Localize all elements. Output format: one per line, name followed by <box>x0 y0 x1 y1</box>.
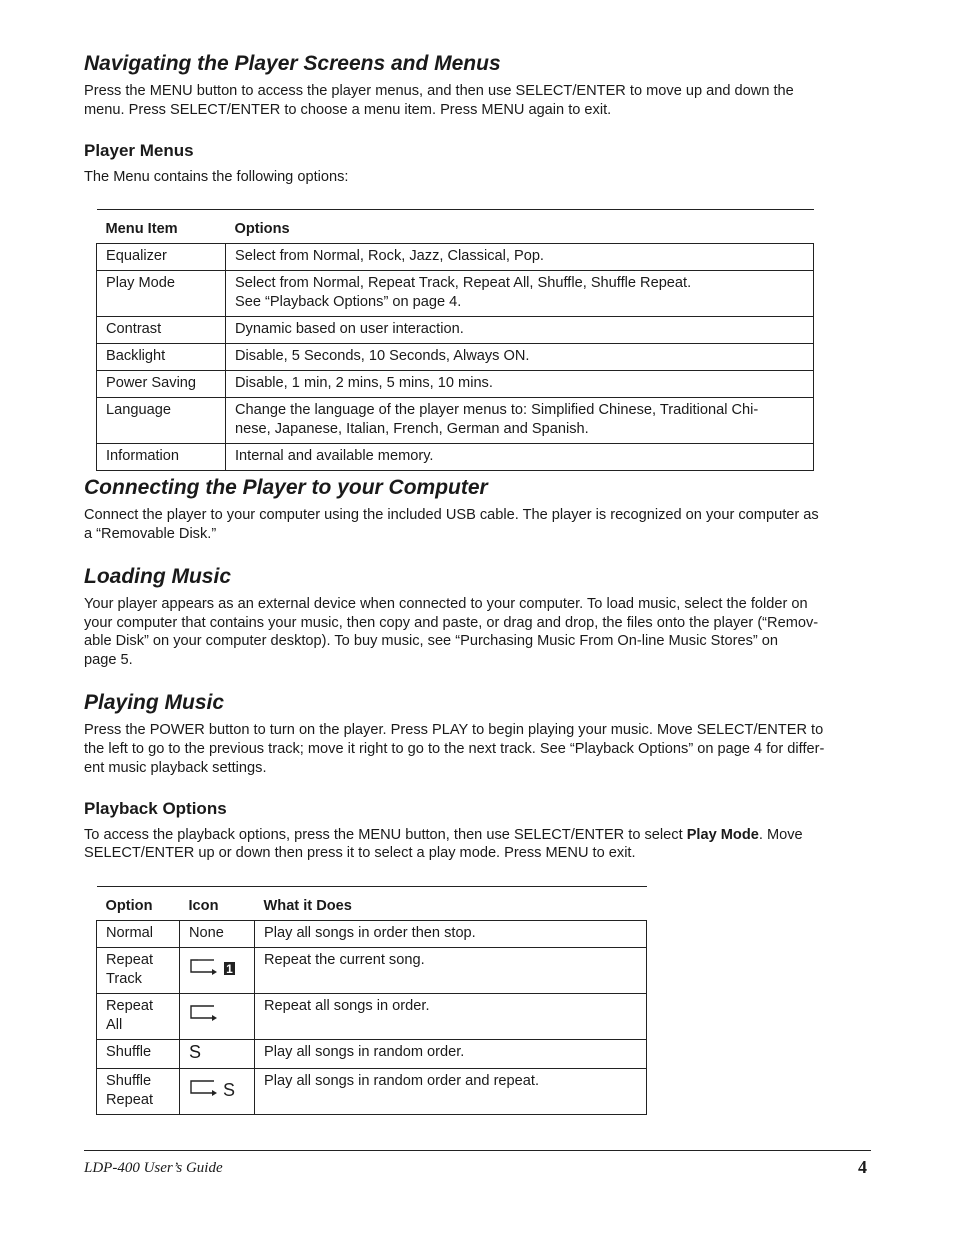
table-row <box>97 1040 647 1069</box>
option-description-cell: Play all songs in order then stop. <box>255 921 647 948</box>
playing-body-line1: Press the POWER button to turn on the player. Press PLAY to begin playing your music. Move SELECT/ENTER to <box>84 722 824 738</box>
table-row <box>97 444 814 471</box>
table-row <box>97 398 814 444</box>
loading-body-line2: your computer that contains your music, then copy and paste, or drag and drop, the files onto the player (“Remov- <box>84 615 819 631</box>
menu-item-cell: Contrast <box>97 317 226 344</box>
playback-options-body-line1: To access the playback options, press the MENU button, then use SELECT/ENTER to select Play Mode. Move <box>84 827 803 843</box>
table-row <box>97 948 647 994</box>
option-description-cell: Repeat all songs in order. <box>255 994 647 1040</box>
shuffle-repeat-icon <box>189 1078 241 1100</box>
menu-options-cell: Internal and available memory. <box>226 444 814 471</box>
loading-body-line1: Your player appears as an external device when connected to your computer. To load music, select the folder on <box>84 596 808 612</box>
option-name-cell: Repeat Track <box>97 948 180 994</box>
table-row <box>97 1069 647 1115</box>
connecting-body-line1: Connect the player to your computer using the included USB cable. The player is recognized on your computer as <box>84 507 819 523</box>
option-name-cell: Shuffle Repeat <box>97 1069 180 1115</box>
menu-item-cell: Play Mode <box>97 271 226 317</box>
heading-loading: Loading Music <box>84 565 231 588</box>
loading-body-line3: able Disk” on your computer desktop). To buy music, see “Purchasing Music From On-line Music Stores” on <box>84 633 779 649</box>
table-row <box>97 371 814 398</box>
footer-page-number: 4 <box>858 1157 867 1177</box>
option-icon-cell <box>180 1040 255 1069</box>
loading-body-line4: page 5. <box>84 652 133 668</box>
playing-body-line2: the left to go to the previous track; move it right to go to the next track. See “Playback Options” on page 4 for differ- <box>84 741 825 757</box>
svg-text:S: S <box>223 1080 236 1100</box>
footer-divider <box>84 1150 871 1151</box>
option-name-cell: Repeat All <box>97 994 180 1040</box>
menu-item-cell: Power Saving <box>97 371 226 398</box>
footer-guide-title: LDP-400 User’s Guide <box>84 1160 223 1176</box>
repeat-one-icon <box>189 957 241 979</box>
playback-options-body-line2: SELECT/ENTER up or down then press it to select a play mode. Press MENU to exit. <box>84 845 636 861</box>
menu-options-cell: Change the language of the player menus to: Simplified Chinese, Traditional Chi- nese, Japanese, Italian, French, German and Spanish. <box>226 398 814 444</box>
heading-connecting: Connecting the Player to your Computer <box>84 476 488 499</box>
option-icon-cell <box>180 1069 255 1115</box>
option-description-cell: Play all songs in random order and repeat. <box>255 1069 647 1115</box>
menu-options-cell: Select from Normal, Rock, Jazz, Classical, Pop. <box>226 244 814 271</box>
player-menus-intro: The Menu contains the following options: <box>84 169 349 185</box>
option-description-cell: Repeat the current song. <box>255 948 647 994</box>
table-row <box>97 271 814 317</box>
repeat-all-icon <box>189 1003 241 1025</box>
menu-options-table <box>96 209 814 471</box>
table-row <box>97 921 647 948</box>
menu-options-cell: Disable, 5 Seconds, 10 Seconds, Always ON. <box>226 344 814 371</box>
table-row <box>97 994 647 1040</box>
menu-item-cell: Information <box>97 444 226 471</box>
shuffle-icon: S <box>189 1042 202 1062</box>
navigating-body-line1: Press the MENU button to access the player menus, and then use SELECT/ENTER to move up and down the <box>84 83 794 99</box>
svg-text:1: 1 <box>226 962 233 976</box>
menu-item-cell: Backlight <box>97 344 226 371</box>
option-name-cell: Normal <box>97 921 180 948</box>
option-name-cell: Shuffle <box>97 1040 180 1069</box>
option-description-cell: Play all songs in random order. <box>255 1040 647 1069</box>
menu-table-header-item: Menu Item <box>97 210 226 244</box>
playback-options-table <box>96 886 647 1115</box>
menu-options-cell: Select from Normal, Repeat Track, Repeat All, Shuffle, Shuffle Repeat. See “Playback Options” on page 4. <box>226 271 814 317</box>
menu-item-cell: Equalizer <box>97 244 226 271</box>
playing-body-line3: ent music playback settings. <box>84 760 267 776</box>
options-table-header-what: What it Does <box>255 887 647 921</box>
menu-item-cell: Language <box>97 398 226 444</box>
connecting-body-line2: a “Removable Disk.” <box>84 526 217 542</box>
heading-player-menus: Player Menus <box>84 141 194 160</box>
heading-playing: Playing Music <box>84 691 225 714</box>
menu-table-header-options: Options <box>226 210 814 244</box>
table-row <box>97 344 814 371</box>
table-row <box>97 244 814 271</box>
option-icon-cell <box>180 948 255 994</box>
options-table-header-icon: Icon <box>180 887 255 921</box>
menu-options-cell: Dynamic based on user interaction. <box>226 317 814 344</box>
heading-playback-options: Playback Options <box>84 799 227 818</box>
option-icon-cell: None <box>180 921 255 948</box>
navigating-body-line2: menu. Press SELECT/ENTER to choose a menu item. Press MENU again to exit. <box>84 102 612 118</box>
options-table-header-option: Option <box>97 887 180 921</box>
heading-navigating: Navigating the Player Screens and Menus <box>84 52 501 75</box>
menu-options-cell: Disable, 1 min, 2 mins, 5 mins, 10 mins. <box>226 371 814 398</box>
option-icon-cell <box>180 994 255 1040</box>
table-row <box>97 317 814 344</box>
